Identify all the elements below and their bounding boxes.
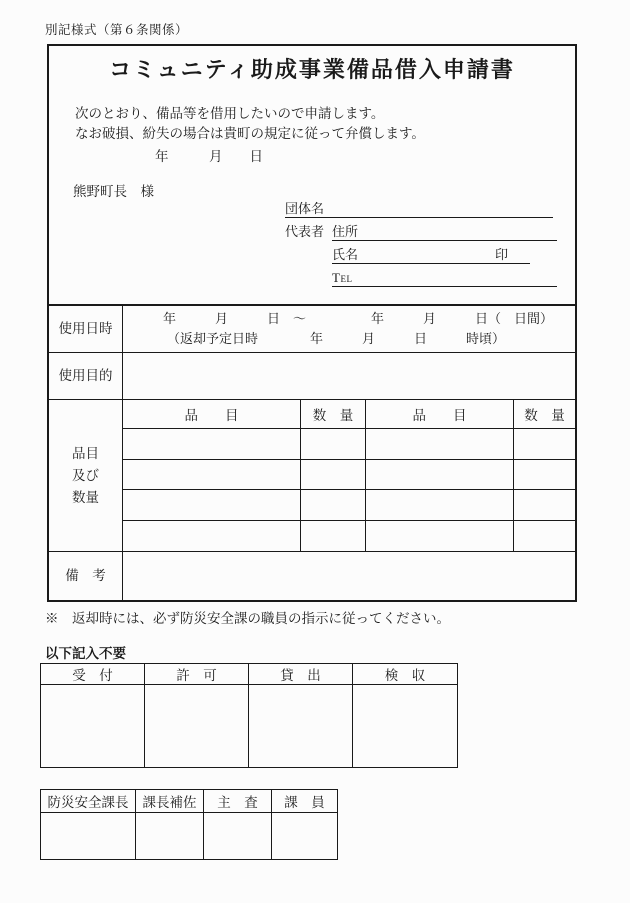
usage-purpose-label: 使用目的 — [49, 353, 123, 399]
applicant-representative-row — [285, 224, 557, 241]
item-cell — [366, 460, 514, 491]
item-cell — [366, 490, 514, 521]
remarks-field — [123, 552, 575, 600]
usage-purpose-row — [49, 353, 575, 400]
item-cell — [123, 521, 301, 552]
stamp-header-lending: 貸 出 — [249, 664, 353, 685]
approval-header-chief-examiner: 主 査 — [204, 790, 272, 813]
usage-datetime-line1: 年 月 日 ～ 年 月 日（ 日間） — [163, 311, 554, 326]
approval-cell-deputy-chief — [136, 813, 204, 859]
item-cell — [366, 521, 514, 552]
applicant-org-row — [285, 201, 553, 218]
address-blank-line — [332, 224, 557, 241]
intro-paragraph — [75, 104, 425, 144]
item-cell — [366, 429, 514, 460]
stamp-cell-lending — [249, 685, 353, 767]
usage-datetime-label: 使用日時 — [49, 306, 123, 352]
application-date-line: 年 月 日 — [155, 149, 263, 164]
application-main-box — [47, 44, 577, 602]
intro-line-2: なお破損、紛失の場合は貴町の規定に従って弁償します。 — [75, 126, 425, 141]
quantity-cell — [514, 490, 575, 521]
quantity-cell — [301, 521, 366, 552]
quantity-col-header: 数 量 — [301, 400, 366, 429]
stamp-header-receipt: 受 付 — [41, 664, 145, 685]
item-cell — [123, 429, 301, 460]
approval-stamp-table — [40, 789, 338, 860]
remarks-row — [49, 552, 575, 600]
document-title: コミュニティ助成事業備品借入申請書 — [109, 57, 515, 82]
tel-blank-line — [332, 270, 557, 287]
application-detail-table — [49, 304, 575, 600]
applicant-tel-row — [332, 270, 557, 287]
stamp-cell-permission — [145, 685, 249, 767]
items-quantity-row — [49, 400, 575, 552]
usage-datetime-line2: （返却予定日時 年 月 日 時頃） — [167, 331, 506, 346]
stamp-cell-receipt — [41, 685, 145, 767]
return-instruction-note: ※ 返却時には、必ず防災安全課の職員の指示に従ってください。 — [45, 611, 450, 626]
form-style-note: 別記様式（第６条関係） — [45, 23, 189, 37]
items-grid-area — [123, 400, 575, 551]
items-quantity-label — [49, 400, 123, 551]
org-name-label: 団体名 — [285, 201, 325, 216]
office-stamp-table — [40, 663, 458, 768]
stamp-cell-inspection — [353, 685, 457, 767]
approval-cell-staff — [272, 813, 337, 859]
seal-label: 印 — [494, 247, 508, 262]
org-name-blank-line — [285, 201, 553, 218]
office-use-section-label: 以下記入不要 — [45, 646, 126, 661]
approval-cell-section-chief — [41, 813, 136, 859]
tel-label: Tel — [332, 270, 353, 285]
intro-line-1: 次のとおり、備品等を借用したいので申請します。 — [75, 106, 385, 121]
addressee-mayor: 熊野町長 様 — [73, 184, 154, 199]
item-cell — [123, 490, 301, 521]
name-blank-line — [332, 247, 530, 264]
quantity-cell — [301, 490, 366, 521]
approval-header-deputy-chief: 課長補佐 — [136, 790, 204, 813]
quantity-cell — [514, 429, 575, 460]
quantity-col-header: 数 量 — [514, 400, 575, 429]
item-cell — [123, 460, 301, 491]
quantity-cell — [301, 460, 366, 491]
usage-datetime-field — [123, 306, 575, 352]
item-col-header: 品 目 — [366, 400, 514, 429]
usage-purpose-field — [123, 353, 575, 399]
items-label-line1: 品目 — [72, 445, 99, 461]
items-grid — [123, 400, 575, 551]
quantity-cell — [301, 429, 366, 460]
item-col-header: 品 目 — [123, 400, 301, 429]
remarks-label: 備 考 — [49, 552, 123, 600]
approval-cell-chief-examiner — [204, 813, 272, 859]
name-label: 氏名 — [332, 247, 359, 262]
approval-header-staff: 課 員 — [272, 790, 337, 813]
applicant-name-row — [332, 247, 530, 264]
quantity-cell — [514, 521, 575, 552]
approval-header-section-chief: 防災安全課長 — [41, 790, 136, 813]
usage-datetime-row — [49, 306, 575, 353]
stamp-header-permission: 許 可 — [145, 664, 249, 685]
items-label-line3: 数量 — [72, 489, 99, 505]
representative-label: 代表者 — [285, 224, 325, 239]
address-label: 住所 — [332, 224, 359, 239]
stamp-header-inspection: 検 収 — [353, 664, 457, 685]
items-label-line2: 及び — [72, 467, 99, 483]
quantity-cell — [514, 460, 575, 491]
